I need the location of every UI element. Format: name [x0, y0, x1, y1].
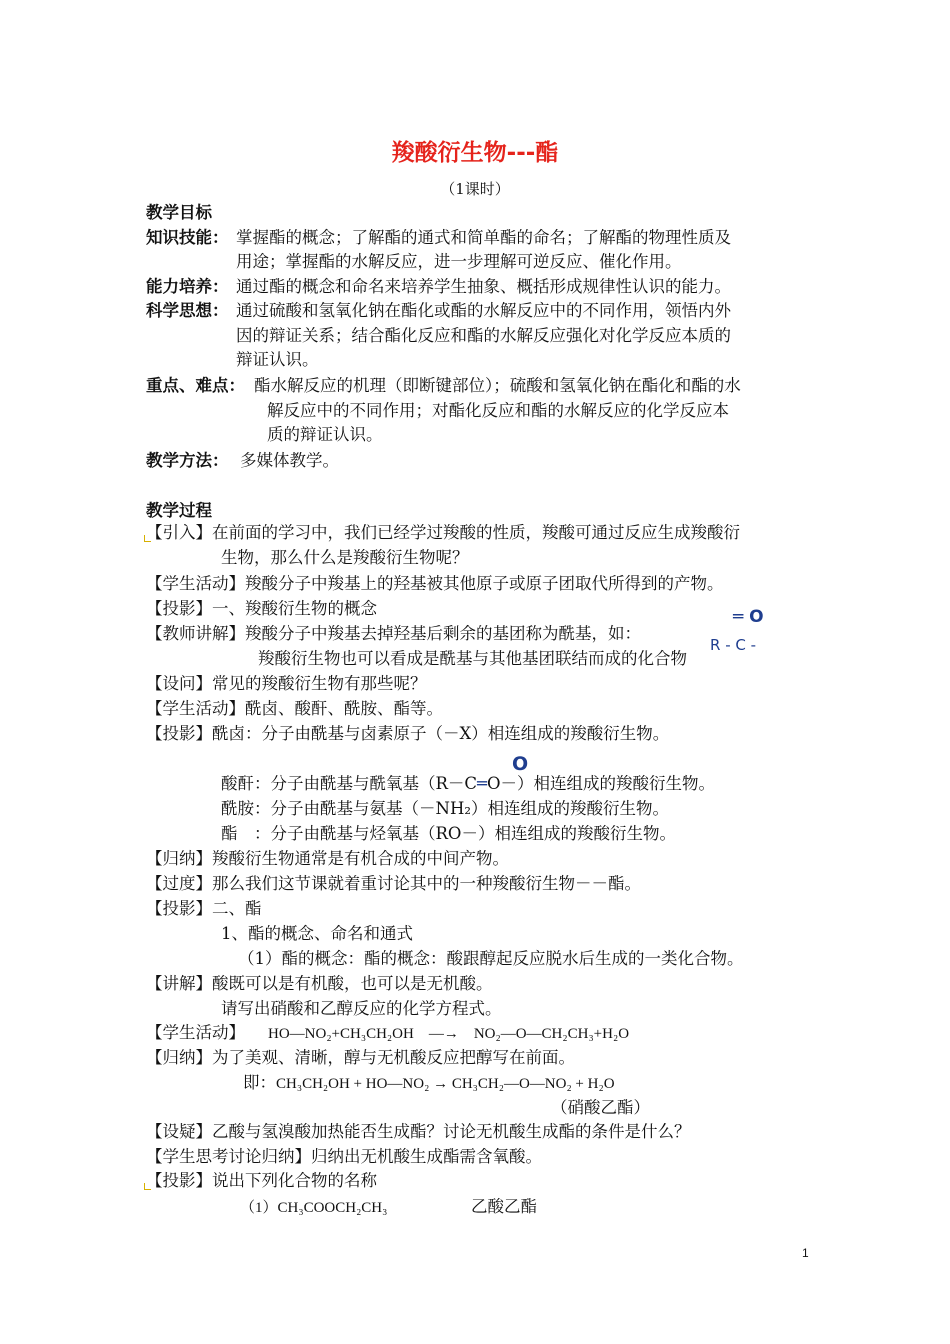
key-points-text-1: 酯水解反应的机理（即断键部位）；硫酸和氢氧化钠在酯化和酯的水 [254, 376, 741, 395]
process-line-6: 羧酸衍生物也可以看成是酰基与其他基团联结而成的化合物 [258, 649, 687, 668]
process-line-22-label: 即： [243, 1073, 276, 1092]
compound-1-formula: （1）CH₃COOCH₂CH₃ [240, 1200, 388, 1216]
process-line-18: 【讲解】酸既可以是有机酸，也可以是无机酸。 [146, 974, 493, 993]
process-line-9: 【投影】酰卤：分子由酰基与卤素原子（－X）相连组成的羧酸衍生物。 [146, 724, 670, 743]
compound-1-name: 乙酸乙酯 [471, 1197, 537, 1216]
method-label: 教学方法： [146, 451, 229, 470]
ability-label: 能力培养： [146, 277, 229, 296]
anhydride-carbonyl-o: O [512, 753, 529, 775]
key-points-text-3: 质的辩证认识。 [267, 425, 383, 444]
process-line-3: 【学生活动】羧酸分子中羧基上的羟基被其他原子或原子团取代所得到的产物。 [146, 574, 724, 593]
science-text-1: 通过硫酸和氢氧化钠在酯化或酯的水解反应中的不同作用，领悟内外 [236, 301, 731, 320]
process-heading: 教学过程 [146, 501, 212, 520]
process-line-12: 酯 ：分子由酰基与烃氧基（RO－）相连组成的羧酸衍生物。 [221, 824, 676, 843]
process-line-7: 【设问】常见的羧酸衍生物有那些呢？ [146, 674, 427, 693]
science-text-3: 辩证认识。 [236, 350, 319, 369]
method-text: 多媒体教学。 [240, 451, 339, 470]
process-line-10 [221, 773, 715, 795]
nitric-acid-equation: HO—NO₂+CH₃CH₂OH —→ NO₂—O—CH₂CH₃+H₂O [268, 1026, 630, 1042]
science-text-2: 因的辩证关系；结合酯化反应和酯的水解反应强化对化学反应本质的 [236, 326, 731, 345]
process-line-8: 【学生活动】酰卤、酸酐、酰胺、酯等。 [146, 699, 443, 718]
process-line-15: 【投影】二、酯 [146, 899, 262, 918]
ethyl-nitrate-equation: CH₃CH₂OH + HO—NO₂ → CH₃CH₂—O—NO₂ + H₂O [276, 1076, 615, 1092]
process-line-20-label: 【学生活动】 [146, 1023, 245, 1042]
process-line-25: 【学生思考讨论归纳】归纳出无机酸生成酯需含氧酸。 [146, 1147, 542, 1166]
process-line-1: 【引入】在前面的学习中，我们已经学过羧酸的性质，羧酸可通过反应生成羧酸衍 [146, 523, 740, 542]
process-line-16: 1、酯的概念、命名和通式 [221, 924, 413, 943]
process-line-4: 【投影】一、羧酸衍生物的概念 [146, 599, 377, 618]
knowledge-label: 知识技能： [146, 228, 229, 247]
process-line-13: 【归纳】羧酸衍生物通常是有机合成的中间产物。 [146, 849, 509, 868]
science-label: 科学思想： [146, 301, 229, 320]
process-line-17: （1）酯的概念：酯的概念：酸跟醇起反应脱水后生成的一类化合物。 [238, 949, 744, 968]
process-line-14: 【过度】那么我们这节课就着重讨论其中的一种羧酸衍生物－－酯。 [146, 874, 641, 893]
objectives-heading: 教学目标 [146, 203, 212, 222]
process-line-5: 【教师讲解】羧酸分子中羧基去掉羟基后剩余的基团称为酰基，如： [146, 624, 641, 643]
knowledge-text-1: 掌握酯的概念；了解酯的通式和简单酯的命名；了解酯的物理性质及 [236, 228, 731, 247]
anhydride-text-a: 酸酐：分子由酰基与酰氧基（R－C [221, 774, 478, 793]
process-line-19: 请写出硝酸和乙醇反应的化学方程式。 [221, 999, 502, 1018]
knowledge-text-2: 用途；掌握酯的水解反应，进一步理解可逆反应、催化作用。 [236, 252, 682, 271]
anhydride-text-b: O－）相连组成的羧酸衍生物。 [487, 774, 716, 793]
anhydride-double-bond: ═ [477, 774, 487, 793]
document-title: 羧酸衍生物---酯 [391, 140, 559, 166]
key-points-text-2: 解反应中的不同作用；对酯化反应和酯的水解反应的化学反应本 [267, 401, 729, 420]
process-line-2: 生物，那么什么是羧酸衍生物呢？ [221, 548, 469, 567]
key-points-label: 重点、难点： [146, 376, 245, 395]
acyl-double-bond-o: ═ O [733, 607, 764, 627]
ability-text: 通过酯的概念和命名来培养学生抽象、概括形成规律性认识的能力。 [236, 277, 731, 296]
acyl-group-rc: R - C - [710, 636, 757, 654]
process-line-26: 【投影】说出下列化合物的名称 [146, 1171, 377, 1190]
process-line-24: 【设疑】乙酸与氢溴酸加热能否生成酯？讨论无机酸生成酯的条件是什么？ [146, 1122, 691, 1141]
process-line-21: 【归纳】为了美观、清晰，醇与无机酸反应把醇写在前面。 [146, 1048, 575, 1067]
page-number: 1 [802, 1246, 809, 1260]
lesson-hours: （1课时） [440, 180, 510, 198]
process-line-11: 酰胺：分子由酰基与氨基（－NH₂）相连组成的羧酸衍生物。 [221, 799, 669, 818]
ethyl-nitrate-name: （硝酸乙酯） [551, 1098, 650, 1117]
